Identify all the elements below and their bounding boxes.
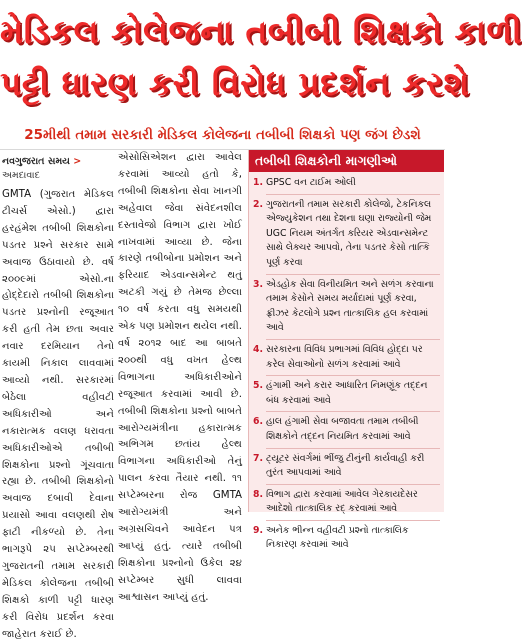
demand-text: GPSC વન ટાઈમ ઓલી bbox=[266, 177, 356, 188]
demands-panel bbox=[248, 150, 444, 551]
article-column-2 bbox=[118, 150, 242, 606]
demand-number: 2. bbox=[253, 198, 264, 210]
demand-number: 1. bbox=[253, 177, 264, 188]
demand-item bbox=[253, 278, 440, 336]
demand-text: અનેક ભીન્ન વહીવટી પ્રશ્નો તાત્કાલિક નિકારણ કરવામાં આવે bbox=[266, 524, 409, 551]
demand-item bbox=[253, 415, 440, 444]
article-column-1 bbox=[2, 150, 114, 643]
demand-divider bbox=[266, 411, 440, 412]
demand-number: 7. bbox=[253, 452, 264, 464]
demand-item bbox=[253, 198, 440, 271]
dateline-place: અમદાવાદ bbox=[2, 170, 40, 181]
demand-item bbox=[253, 452, 440, 481]
demand-text: સરકારના વિવિધ પ્રભાગમાં વિવિધ હોદ્દા પર કરેલ સેવાઓનો સળંગ કરવામાં આવે bbox=[266, 343, 423, 370]
demand-text: હાલ હંગામી સેવા બજાવતા તમામ તબીબી શિક્ષકોને તદ્દન નિયમિત કરવામાં આવે bbox=[266, 416, 419, 442]
demand-number: 6. bbox=[253, 416, 264, 428]
headline-line-1: મેડિકલ કોલેજના તબીબી શિક્ષકો કાળી bbox=[0, 12, 522, 51]
demand-number: 4. bbox=[253, 343, 264, 355]
demand-text: ગુજરાતની તમામ સરકારી કોલેજો, ટેકનિકલ એજ્યુકેશન તથા દેશના ઘણા રાજ્યોની જેમ UGC નિયમ અંતર્ગત કરિયર એડવાન્સમેન્ટ સાથે લેક્ચર આપવો, તેના પડતર કેસો તાત્કિ પૂર્ણ કરવા bbox=[266, 198, 432, 268]
demands-list bbox=[249, 172, 444, 553]
article-paragraph-2: એસોસિએશન દ્વારા આવેલ કરવામાં આવ્યો હતો કે, તબીબી શિક્ષકોના સેવા ખાનગી અહેવાલ જેવા સંવેદનશીલ દસ્તાવેજો વિભાગ દ્વારા ખોઈ નાખવામાં આવ્યા છે. જેના કારણે તબીબોના પ્રમોશન અને ફરિયાદ એડવાન્સમેન્ટ થતું અટકી ગયું છે તેમજ છેલ્લા ૧૦ વર્ષ કરતા વધુ સમયથી એક પણ પ્રમોશન થયેલ નથી. વર્ષ ૨૦૧૨ બાદ આ બાબતે ૨૦૦થી વધુ વખત હેલ્થ વિભાગના અધિકારીઓને રજૂઆત કરવામાં આવી છે. તબીબી શિક્ષકોના પ્રશ્નો બાબતે આરોગ્યમંત્રીના હકારાત્મક અભિગમ છતાંય હેલ્થ વિભાગના અધિકારીઓ તેનું પાલન કરવા તૈયાર નથી. ૧૧ સપ્ટેમ્બરના રોજ GMTA આરોગ્યમંત્રી અને અગ્રસચિવને આવેદન પત્ર આપ્યું હતું. ત્યારે તબીબી શિક્ષકોના પ્રશ્નોનો ઉકેલ ૨૪ સપ્ટેમ્બર સુધી લાવવા આશ્વાસન આપ્યું હતું. bbox=[118, 152, 242, 603]
demand-divider bbox=[266, 520, 440, 521]
demand-divider bbox=[266, 484, 440, 485]
demand-item bbox=[253, 379, 440, 408]
dateline-source: નવગુજરાત સમય bbox=[2, 156, 70, 167]
demands-panel-title: તબીબી શિક્ષકોની માગણીઓ bbox=[249, 150, 444, 172]
demand-item bbox=[253, 488, 440, 517]
demand-text: હંગામી અને કરાર આધારિત નિમણૂંક તદ્દન બંધ કરવામાં આવે bbox=[266, 380, 428, 406]
dateline-arrow-icon: > bbox=[73, 156, 82, 167]
headline-line-2: પટ્ટી ધારણ કરી વિરોધ પ્રદર્શન કરશે bbox=[0, 64, 470, 103]
dateline bbox=[2, 155, 114, 169]
demand-item bbox=[253, 524, 440, 553]
demand-number: 9. bbox=[253, 524, 264, 536]
demand-divider bbox=[266, 339, 440, 340]
demand-divider bbox=[266, 194, 440, 195]
demand-item bbox=[253, 176, 440, 191]
demand-text: એડહોક સેવા વિનીયમિત અને સળંગ કરવાના તમામ કેસોને સમય મર્યાદામાં પૂર્ણ કરવા, ફ્રીઝર કેટલોગે પ્રશ્ન તાત્કાલિક હલ કરવામાં આવે bbox=[266, 278, 434, 334]
demand-item bbox=[253, 343, 440, 372]
demand-number: 8. bbox=[253, 488, 264, 500]
demand-divider bbox=[266, 274, 440, 275]
demand-divider bbox=[266, 448, 440, 449]
demand-number: 5. bbox=[253, 380, 264, 392]
article-paragraph-1: GMTA (ગુજરાત મેડિકલ ટીચર્સ એસો.) દ્વારા હરહંમેશ તબીબી શિક્ષકોના પડતર પ્રશ્ને સરકાર સામે અવાજ ઉઠાવાયો છે. વર્ષ ૨૦૦૯માં એસો.ના હોદ્દેદારો તબીબી શિક્ષકોના પડતર પ્રશ્નોની રજૂઆત કરી હતી તેમ છતા અવાર નવાર દરમિયાન તેનો કાયમી નિકાલ લાવવામાં આવ્યો નથી. સરકારમાં બેઠેલા વહીવટી અધિકારીઓ અને નકારાત્મક વલણ ધરાવતા અધિકારીઓએ તબીબી શિક્ષકોના પ્રશ્નો ગૂંચવાતા રહ્યા છે. તબીબી શિક્ષકોનો અવાજ દબાવી દેવાના પ્રયાસો આવા વલણથી રોષ ફાટી નીકળ્યો છે. તેના ભાગરૂપે ૨૫ સપ્ટેમ્બરથી ગુજરાતની તમામ સરકારી મેડિકલ કોલેજના તબીબી શિક્ષકો કાળી પટ્ટી ધારણ કરી વિરોધ પ્રદર્શન કરવા જાહેરાત કરાઈ છે. bbox=[2, 189, 114, 640]
demand-text: ટ્યૂટર સંવર્ગમાં ભીંજુ ટીનુંની કાર્યવાહી કરી તુરંત આપવામાં આવે bbox=[266, 452, 425, 479]
headline bbox=[0, 0, 522, 122]
demand-number: 3. bbox=[253, 278, 264, 290]
demand-divider bbox=[266, 375, 440, 376]
subheadline: 25મીથી તમામ સરકારી મેડિકલ કોલેજના તબીબી શિક્ષકો પણ જંગ છેડશે bbox=[0, 122, 445, 150]
demand-text: વિભાગ દ્વારા કરવામાં આવેલ ગેરકાયદેસર આદેશો તાત્કાલિક રદ્ કરવામાં આવે bbox=[266, 488, 418, 515]
